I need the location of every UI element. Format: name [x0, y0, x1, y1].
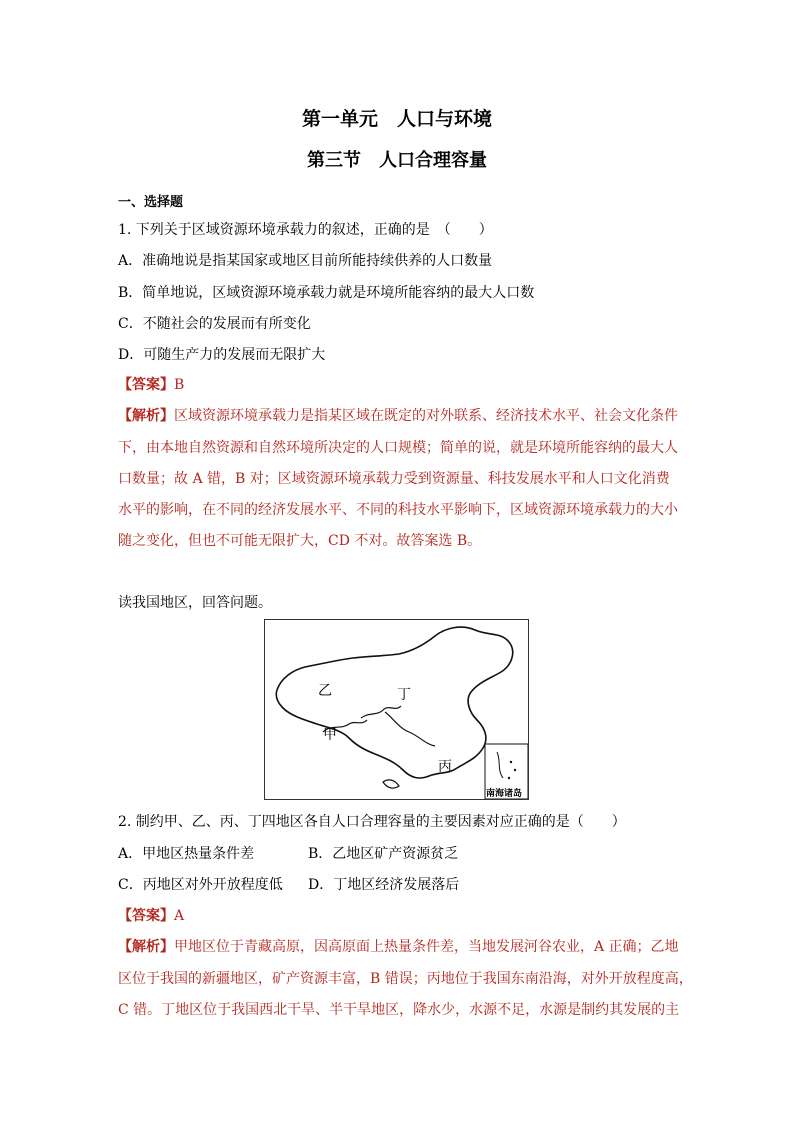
question-1-analysis-line: 水平的影响，在不同的经济发展水平、不同的科技水平影响下，区域资源环境承载力的大小 — [118, 502, 678, 518]
question-1-answer — [118, 374, 678, 394]
question-1-analysis-line: 随之变化，但也不可能无限扩大，CD 不对。故答案选 B。 — [118, 533, 482, 549]
inset-label: 南海诸岛 — [486, 789, 523, 799]
question-2-answer — [118, 905, 678, 925]
question-1-option-d: D．可随生产力的发展而无限扩大 — [118, 347, 326, 363]
question-2-option-a: A．甲地区热量条件差 — [118, 846, 255, 862]
reading-prompt: 读我国地区，回答问题。 — [118, 595, 272, 611]
part-heading: 一、选择题 — [118, 195, 184, 210]
question-2-analysis-line — [118, 936, 678, 956]
question-2-analysis-line: 区位于我国的新疆地区，矿产资源丰富，B 错误；丙地位于我国东南沿海，对外开放程度高， — [118, 971, 693, 987]
china-map-figure — [264, 619, 529, 800]
question-1-option-b: B．简单地说，区域资源环境承载力就是环境所能容纳的最大人口数 — [118, 285, 535, 301]
question-1-stem: 1. 下列关于区域资源环境承载力的叙述，正确的是 （ ） — [118, 222, 493, 238]
china-map-outline — [265, 620, 528, 799]
answer-tag: 【答案】 — [118, 908, 174, 924]
question-1-option-a: A．准确地说是指某国家或地区目前所能持续供养的人口数量 — [118, 253, 493, 269]
region-label-ding: 丁 — [397, 687, 411, 703]
question-2-option-c: C．丙地区对外开放程度低 — [118, 877, 283, 893]
question-2-option-d: D．丁地区经济发展落后 — [308, 877, 460, 893]
answer-value: B — [174, 377, 185, 393]
question-1-analysis-line — [118, 405, 678, 425]
unit-title: 第一单元 人口与环境 — [301, 108, 492, 130]
section-title: 第三节 人口合理容量 — [307, 150, 487, 171]
answer-tag: 【答案】 — [118, 377, 174, 393]
analysis-text: 甲地区位于青藏高原，因高原面上热量条件差，当地发展河谷农业，A 正确；乙地 — [174, 939, 679, 955]
question-1-option-c: C．不随社会的发展而有所变化 — [118, 316, 311, 332]
analysis-tag: 【解析】 — [118, 939, 174, 955]
region-label-bing: 丙 — [438, 759, 452, 775]
analysis-tag: 【解析】 — [118, 408, 174, 424]
region-label-yi: 乙 — [318, 683, 332, 699]
answer-value: A — [174, 908, 185, 924]
question-2-options-row-1 — [118, 843, 678, 863]
question-2-analysis-line: C 错。丁地区位于我国西北干旱、半干旱地区，降水少，水源不足，水源是制约其发展的主 — [118, 1002, 680, 1018]
question-2-stem: 2. 制约甲、乙、丙、丁四地区各自人口合理容量的主要因素对应正确的是（ ） — [118, 814, 626, 830]
question-1-analysis-line: 口数量；故 A 错，B 对；区域资源环境承载力受到资源量、科技发展水平和人口文化消费 — [118, 471, 670, 487]
question-2-options-row-2 — [118, 874, 678, 894]
analysis-text: 区域资源环境承载力是指某区域在既定的对外联系、经济技术水平、社会文化条件 — [174, 408, 678, 424]
region-label-jia: 甲 — [323, 727, 337, 743]
question-1-analysis-line: 下，由本地自然资源和自然环境所决定的人口规模；简单的说，就是环境所能容纳的最大人 — [118, 440, 678, 456]
question-2-option-b: B．乙地区矿产资源贫乏 — [308, 846, 459, 862]
